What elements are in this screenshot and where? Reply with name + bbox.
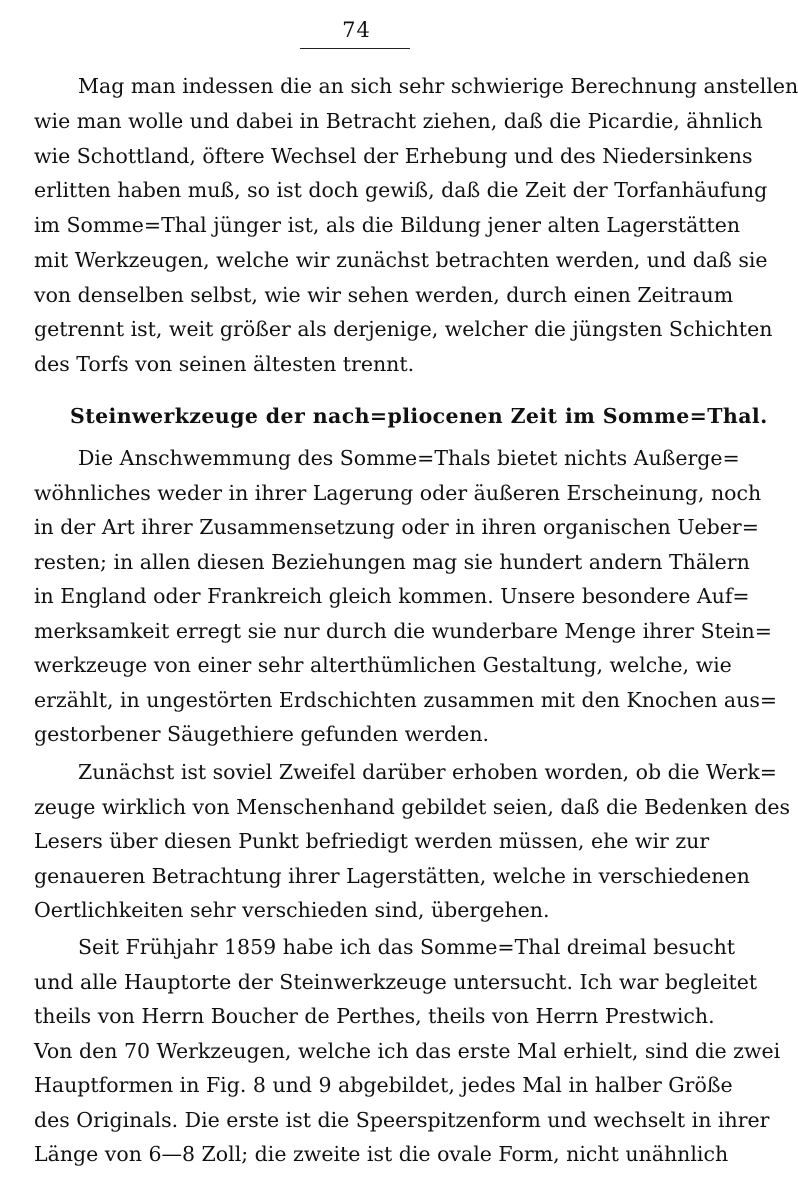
section-heading: Steinwerkzeuge der nach=pliocenen Zeit im Somme=Thal. bbox=[70, 404, 768, 428]
text-line: in England oder Frankreich gleich kommen. Unsere besondere Auf= bbox=[34, 584, 750, 608]
text-line: Oertlichkeiten sehr verschieden sind, übergehen. bbox=[34, 898, 550, 922]
text-line: Hauptformen in Fig. 8 und 9 abgebildet, jedes Mal in halber Größe bbox=[34, 1073, 733, 1097]
text-line: werkzeuge von einer sehr alterthümlichen Gestaltung, welche, wie bbox=[34, 653, 732, 677]
text-line: von denselben selbst, wie wir sehen werden, durch einen Zeitraum bbox=[34, 283, 734, 307]
text-line: im Somme=Thal jünger ist, als die Bildung jener alten Lagerstätten bbox=[34, 213, 741, 237]
text-line: Zunächst ist soviel Zweifel darüber erhoben worden, ob die Werk= bbox=[78, 760, 777, 784]
text-line: Von den 70 Werkzeugen, welche ich das erste Mal erhielt, sind die zwei bbox=[34, 1039, 781, 1063]
text-line: Länge von 6—8 Zoll; die zweite ist die ovale Form, nicht unähnlich bbox=[34, 1142, 729, 1166]
text-line: erzählt, in ungestörten Erdschichten zusammen mit den Knochen aus= bbox=[34, 688, 778, 712]
text-line: des Torfs von seinen ältesten trennt. bbox=[34, 352, 415, 376]
text-line: getrennt ist, weit größer als derjenige, welcher die jüngsten Schichten bbox=[34, 317, 773, 341]
text-line: theils von Herrn Boucher de Perthes, theils von Herrn Prestwich. bbox=[34, 1004, 715, 1028]
text-line: wöhnliches weder in ihrer Lagerung oder äußeren Erscheinung, noch bbox=[34, 481, 762, 505]
text-line: merksamkeit erregt sie nur durch die wunderbare Menge ihrer Stein= bbox=[34, 619, 772, 643]
text-line: Seit Frühjahr 1859 habe ich das Somme=Thal dreimal besucht bbox=[78, 935, 736, 959]
text-line: resten; in allen diesen Beziehungen mag sie hundert andern Thälern bbox=[34, 550, 750, 574]
text-line: wie man wolle und dabei in Betracht ziehen, daß die Picardie, ähnlich bbox=[34, 109, 763, 133]
text-line: und alle Hauptorte der Steinwerkzeuge untersucht. Ich war begleitet bbox=[34, 970, 758, 994]
page-number: 74 bbox=[342, 18, 371, 42]
text-line: zeuge wirklich von Menschenhand gebildet seien, daß die Bedenken des bbox=[34, 795, 790, 819]
text-line: genaueren Betrachtung ihrer Lagerstätten, welche in verschiedenen bbox=[34, 864, 750, 888]
text-line: wie Schottland, öftere Wechsel der Erhebung und des Niedersinkens bbox=[34, 144, 753, 168]
text-line: mit Werkzeugen, welche wir zunächst betrachten werden, und daß sie bbox=[34, 248, 768, 272]
text-line: in der Art ihrer Zusammensetzung oder in ihren organischen Ueber= bbox=[34, 515, 759, 539]
text-line: des Originals. Die erste ist die Speerspitzenform und wechselt in ihrer bbox=[34, 1108, 770, 1132]
text-line: Die Anschwemmung des Somme=Thals bietet nichts Außerge= bbox=[78, 446, 740, 470]
text-line: erlitten haben muß, so ist doch gewiß, daß die Zeit der Torfanhäufung bbox=[34, 178, 768, 202]
text-line: Lesers über diesen Punkt befriedigt werden müssen, ehe wir zur bbox=[34, 829, 710, 853]
text-line: Mag man indessen die an sich sehr schwierige Berechnung anstellen bbox=[78, 74, 798, 98]
text-line: gestorbener Säugethiere gefunden werden. bbox=[34, 722, 490, 746]
header-rule bbox=[300, 48, 410, 49]
